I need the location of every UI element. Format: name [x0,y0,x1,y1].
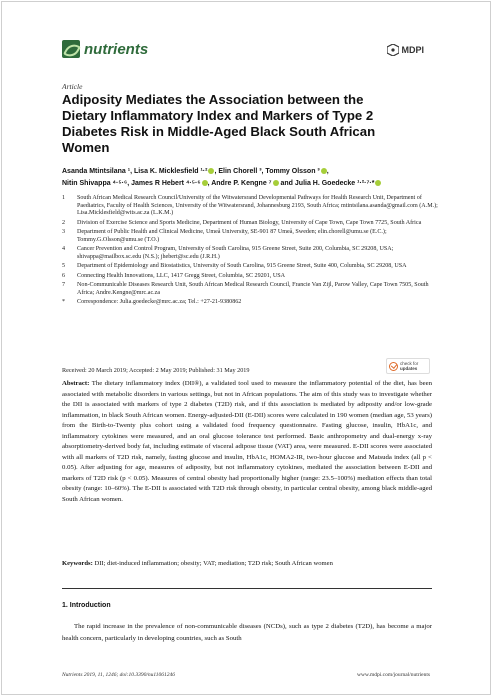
paper-title: Adiposity Mediates the Association between the Dietary Inflammatory Index and Markers of Type 2 Diabetes Risk in Middle-Aged Black South African Women [62,92,376,155]
affiliation-number: 4 [62,246,66,252]
mdpi-logo-icon [387,44,399,56]
affiliation-number: 1 [62,195,66,201]
affiliation-text: Correspondence: Julia.goedecke@mrc.ac.za; Tel.: +27-21-9380862 [77,299,242,305]
affiliation [62,195,442,218]
affiliation-number: 3 [62,229,66,235]
affiliation [62,246,442,261]
publisher-logo [387,44,425,56]
authors-line2b: , Andre P. Kengne ⁷ [207,180,272,187]
authors-line1c: , [326,168,329,175]
affiliations [62,195,442,309]
affiliation-text: Connecting Health Innovations, LLC, 1417 Gregg Street, Columbia, SC 29201, USA [77,272,286,279]
abstract [62,379,432,505]
affiliation-number: * [62,299,66,305]
footer-citation: Nutrients 2019, 11, 1246; doi:10.3390/nu11061246 [62,672,176,678]
affiliation-number: 5 [62,263,66,269]
affiliation-text: Department of Public Health and Clinical Medicine, Umeå University, SE-901 87 Umeå, Sweden; elin.chorell@umu.se (E.C.); Tommy.G.Olsson@umu.se (T.O.) [77,229,387,243]
authors-line2: Nitin Shivappa ⁴·⁵·⁶, James R Hebert ⁴·⁵·⁶ [62,180,201,187]
intro-paragraph: The rapid increase in the prevalence of non-communicable diseases (NCDs), such as type 2 diabetes (T2D), has become a major health concern, particularly in developing countries, such as South [62,623,432,642]
journal-name: nutrients [84,40,149,58]
abstract-label: Abstract: [62,380,90,387]
affiliation [62,273,442,281]
orcid-icon[interactable] [375,180,381,186]
journal-logo [62,40,148,58]
affiliation-text: Division of Exercise Science and Sports Medicine, Department of Human Biology, University of Cape Town, Cape Town 7725, South Africa [77,219,422,226]
section-divider [62,588,432,589]
affiliation-text: Non-Communicable Diseases Research Unit, South African Medical Research Council, Francie Van Zijl, Parow Valley, Cape Town 7505, South Africa; Andre.Kengne@mrc.ac.za [77,282,429,296]
affiliation [62,229,442,244]
keywords [62,560,432,567]
check-updates-icon [389,362,398,371]
leaf-icon [62,40,80,58]
affiliation-number: 6 [62,272,66,279]
publication-dates: Received: 20 March 2019; Accepted: 2 May 2019; Published: 31 May 2019 [62,367,250,374]
affiliation-number: 7 [62,282,66,288]
keywords-label: Keywords: [62,560,93,567]
affiliation [62,220,442,228]
check-updates-line2: updates [400,366,418,371]
affiliation [62,282,442,297]
keywords-text: DII; diet-induced inflammation; obesity; VAT; mediation; T2D risk; South African women [94,560,333,567]
correspondence [62,299,442,307]
check-for-updates-badge[interactable] [386,358,430,374]
check-updates-line1: check for [400,361,419,366]
section-heading: 1. Introduction [62,602,111,609]
footer-url[interactable]: www.mdpi.com/journal/nutrients [357,672,430,678]
authors-line1: Asanda Mtintsilana ¹, Lisa K. Micklesfield ¹·² [62,168,208,175]
affiliation-number: 2 [62,219,66,226]
publisher-name: MDPI [401,45,424,55]
affiliation-text: Cancer Prevention and Control Program, University of South Carolina, 915 Greene Street, Suite 200, Columbia, SC 29208, USA; shivappa@mailbox.sc.edu (N.S.); jhebert@sc.edu (J.R.H.) [77,246,394,260]
affiliation-text: Department of Epidemiology and Biostatistics, University of South Carolina, 915 Greene Street, Suite 400, Columbia, SC 29208, USA [77,263,407,269]
authors-line2c: and Julia H. Goedecke ¹·²·⁷·* [278,180,375,187]
abstract-text: The dietary inflammatory index (DII®), a validated tool used to measure the inflammatory potential of the diet, has been associated with metabolic disorders in various settings, but not in African populations. The aim of this study was to investigate whether the DII is associated with markers of type 2 diabetes (T2D) risk, and if this association is mediated by adiposity and/or low-grade inflammation, in black South African women. Energy-adjusted-DII (E-DII) scores were calculated in 190 women (median age, 53 years) from the Birth-to-Twenty plus cohort using a validated food frequency questionnaire. Fasting glucose, insulin, HbA1c, and inflammatory cytokines were measured, and an oral glucose tolerance test performed. Basic anthropometry and dual-energy x-ray absorptiometry-derived body fat, including estimate of visceral adipose tissue (VAT) area, were measured. E-DII scores were associated with all markers of T2D risk, namely, fasting glucose and insulin, HbA1c, HOMA2-IR, two-hour glucose and Matsuda index (all p < 0.05). After adjusting for age, measures of adiposity, but not inflammatory cytokines, mediated the association between E-DII and markers of T2D risk (p < 0.05). Measures of central obesity had proportionally higher (range: 23.5–100%) mediation effects than total obesity (range: 10–60%). The E-DII is associated with T2D risk through obesity, in particular central obesity, among black middle-aged South African women. [62,380,432,503]
affiliation [62,263,442,271]
authors-line1b: , Elin Chorell ³, Tommy Olsson ³ [214,168,320,175]
article-type: Article [62,82,83,91]
affiliation-text: South African Medical Research Council/University of the Witwatersrand Developmental Pathways for Health Research Unit, Department of Paediatrics, Faculty of Health Sciences, University of the Witwatersrand, Johannesburg 2193, South Africa; mtintsilana.asanda@gmail.com (A.M.); Lisa.Micklesfield@wits.ac.za (L.K.M.) [77,195,438,216]
author-list [62,166,442,190]
